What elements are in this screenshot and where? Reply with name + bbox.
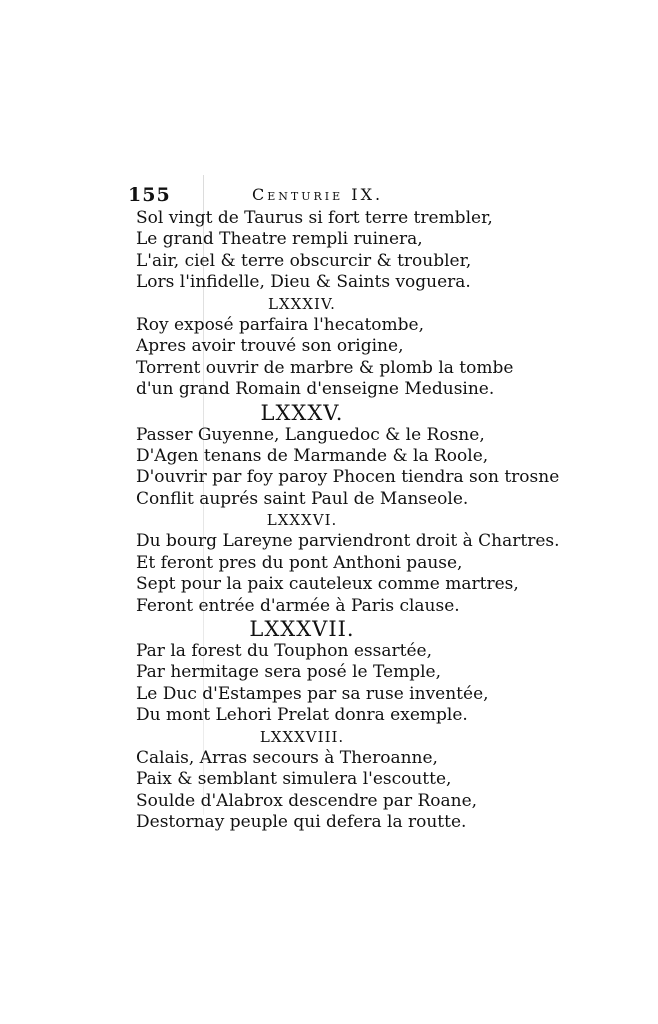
verse-line: D'Agen tenans de Marmande & la Roole, bbox=[136, 445, 489, 466]
verse-line: d'un grand Romain d'enseigne Medusine. bbox=[136, 379, 495, 400]
verse-line: D'ouvrir par foy paroy Phocen tiendra son trosne bbox=[136, 467, 560, 488]
quatrain-number: LXXXVI. bbox=[266, 511, 338, 530]
quatrain-number: LXXXV. bbox=[260, 400, 344, 425]
quatrain-87 bbox=[136, 617, 536, 727]
verse-line: L'air, ciel & terre obscurcir & troubler, bbox=[136, 250, 472, 271]
quatrain-83 bbox=[136, 208, 536, 294]
quatrain-86 bbox=[136, 510, 560, 617]
verse-line: Par la forest du Touphon essartée, bbox=[136, 641, 432, 662]
verse-line: Conflit auprés saint Paul de Manseole. bbox=[136, 488, 469, 509]
verse-line: Paix & semblant simulera l'escoutte, bbox=[136, 769, 452, 790]
verse-line: Le grand Theatre rempli ruinera, bbox=[136, 229, 423, 250]
quatrain-85 bbox=[136, 400, 560, 511]
verse-line: Passer Guyenne, Languedoc & le Rosne, bbox=[136, 424, 485, 445]
quatrain-number: LXXXVII. bbox=[249, 617, 355, 642]
verse-line: Calais, Arras secours à Theroanne, bbox=[136, 747, 438, 768]
quatrain-88 bbox=[136, 727, 536, 834]
verse-line: Roy exposé parfaira l'hecatombe, bbox=[136, 314, 424, 335]
quatrain-list bbox=[136, 208, 560, 834]
verse-line: Le Duc d'Estampes par sa ruse inventée, bbox=[136, 683, 489, 704]
verse-line: Par hermitage sera posé le Temple, bbox=[136, 662, 441, 683]
verse-line: Et feront pres du pont Anthoni pause, bbox=[136, 552, 463, 573]
verse-line: Apres avoir trouvé son origine, bbox=[136, 336, 404, 357]
running-title: Centurie IX. bbox=[252, 185, 384, 204]
quatrain-number: LXXXIV. bbox=[268, 294, 336, 313]
quatrain-number: LXXXVIII. bbox=[259, 727, 345, 746]
verse-line: Du bourg Lareyne parviendront droit à Chartres. bbox=[136, 531, 560, 552]
verse-line: Sol vingt de Taurus si fort terre trembler, bbox=[136, 208, 493, 228]
verse-line: Du mont Lehori Prelat donra exemple. bbox=[136, 705, 468, 726]
page-header bbox=[128, 184, 448, 208]
verse-line: Soulde d'Alabrox descendre par Roane, bbox=[136, 790, 478, 811]
page-number: 155 bbox=[128, 184, 171, 206]
verse-line: Lors l'infidelle, Dieu & Saints voguera. bbox=[136, 272, 471, 293]
verse-line: Torrent ouvrir de marbre & plomb la tombe bbox=[136, 357, 514, 378]
verse-line: Destornay peuple qui defera la routte. bbox=[136, 812, 467, 833]
verse-line: Sept pour la paix cauteleux comme martres, bbox=[136, 574, 519, 595]
verse-line: Feront entrée d'armée à Paris clause. bbox=[136, 595, 460, 616]
quatrain-84 bbox=[136, 294, 536, 401]
